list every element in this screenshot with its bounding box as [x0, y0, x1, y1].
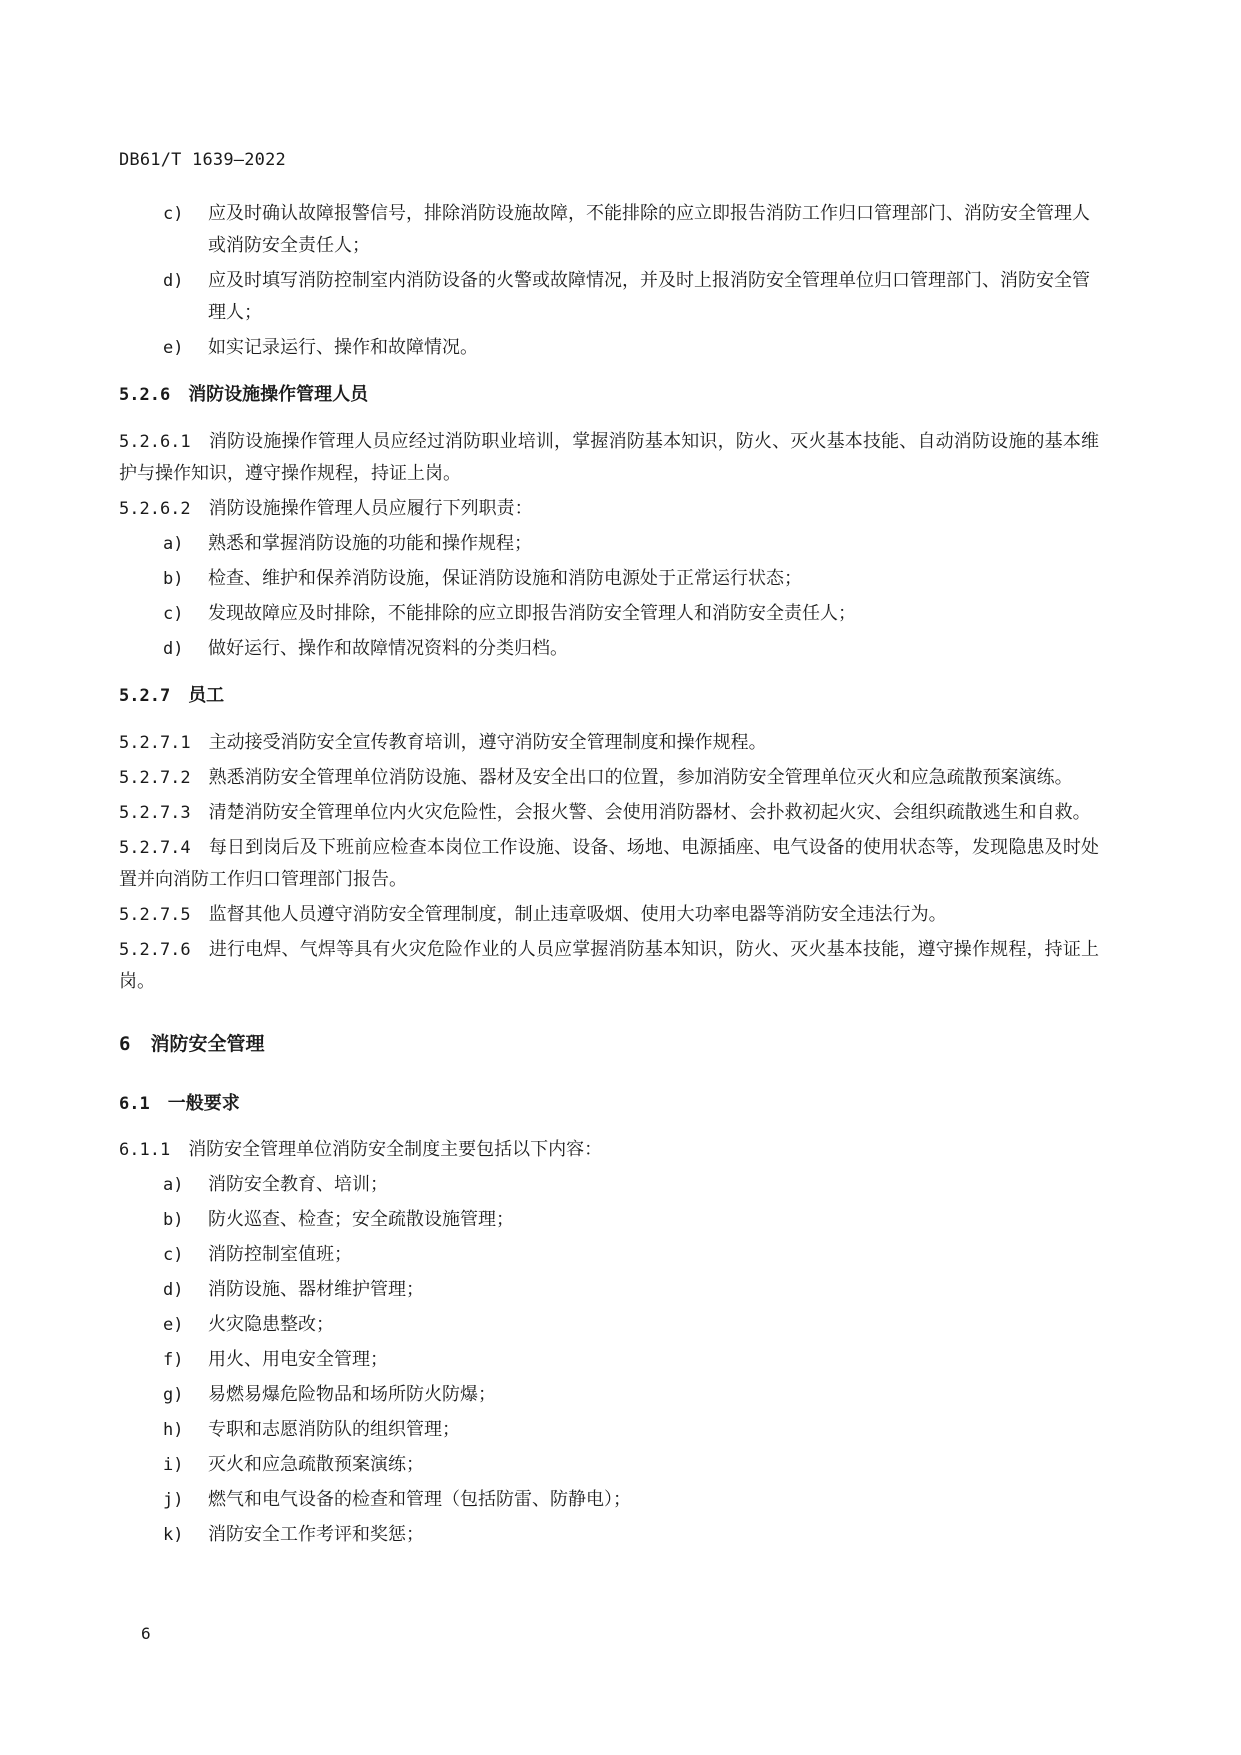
section-number: 6.1 [119, 1094, 150, 1114]
clause-text: 熟悉消防安全管理单位消防设施、器材及安全出口的位置，参加消防安全管理单位灭火和应急疏散预案演练。 [208, 767, 1073, 788]
list-item-text: 专职和志愿消防队的组织管理； [208, 1419, 460, 1440]
list-item [119, 1169, 1099, 1201]
clause-text: 消防设施操作管理人员应履行下列职责： [208, 498, 533, 519]
clause-5-2-7-3 [119, 797, 1099, 829]
clause-number: 5.2.7.3 [119, 803, 191, 823]
section-title: 员工 [188, 685, 225, 706]
list-item [119, 198, 1099, 262]
list-marker: d) [163, 271, 184, 291]
section-heading-5-2-6 [119, 379, 1099, 411]
list-marker: f) [163, 1350, 184, 1370]
section-heading-6-1 [119, 1088, 1099, 1120]
list-item-text: 灭火和应急疏散预案演练； [208, 1454, 424, 1475]
list-item-text: 消防控制室值班； [208, 1244, 352, 1265]
list-item-text: 应及时确认故障报警信号，排除消防设施故障，不能排除的应立即报告消防工作归口管理部门、消防安全管理人或消防安全责任人； [208, 203, 1090, 256]
list-item [119, 332, 1099, 364]
list-item [119, 563, 1099, 595]
list-item [119, 1274, 1099, 1306]
clause-number: 5.2.6.1 [119, 432, 191, 452]
list-item [119, 1204, 1099, 1236]
list-item-text: 易燃易爆危险物品和场所防火防爆； [208, 1384, 496, 1405]
list-item-text: 应及时填写消防控制室内消防设备的火警或故障情况，并及时上报消防安全管理单位归口管理部门、消防安全管理人； [208, 270, 1090, 323]
list-marker: c) [163, 204, 184, 224]
list-item [119, 1344, 1099, 1376]
list-marker: j) [163, 1490, 184, 1510]
list-marker: b) [163, 569, 184, 589]
clause-number: 5.2.6.2 [119, 499, 191, 519]
list-item-text: 检查、维护和保养消防设施，保证消防设施和消防电源处于正常运行状态； [208, 568, 802, 589]
clause-number: 5.2.7.4 [119, 838, 191, 858]
page-content [119, 198, 1099, 1554]
document-code-header: DB61/T 1639—2022 [119, 150, 286, 170]
list-item [119, 598, 1099, 630]
list-marker: a) [163, 1175, 184, 1195]
clause-5-2-7-2 [119, 762, 1099, 794]
clause-6-1-1 [119, 1134, 1099, 1166]
clause-number: 6.1.1 [119, 1140, 171, 1160]
page-number: 6 [141, 1624, 151, 1643]
list-item-text: 消防安全工作考评和奖惩； [208, 1524, 424, 1545]
list-item [119, 1309, 1099, 1341]
chapter-heading-6 [119, 1028, 1099, 1060]
clause-text: 清楚消防安全管理单位内火灾危险性，会报火警、会使用消防器材、会扑救初起火灾、会组织疏散逃生和自救。 [208, 802, 1091, 823]
list-item-text: 消防设施、器材维护管理； [208, 1279, 424, 1300]
list-item-text: 火灾隐患整改； [208, 1314, 334, 1335]
list-marker: i) [163, 1455, 184, 1475]
list-item-text: 熟悉和掌握消防设施的功能和操作规程； [208, 533, 532, 554]
list-item [119, 528, 1099, 560]
clause-text: 进行电焊、气焊等具有火灾危险作业的人员应掌握消防基本知识，防火、灭火基本技能，遵守操作规程，持证上岗。 [119, 939, 1099, 992]
list-item [119, 1239, 1099, 1271]
clause-number: 5.2.7.1 [119, 733, 191, 753]
list-marker: d) [163, 639, 184, 659]
clause-5-2-7-4 [119, 832, 1099, 896]
list-marker: b) [163, 1210, 184, 1230]
section-heading-5-2-7 [119, 680, 1099, 712]
list-item-text: 消防安全教育、培训； [208, 1174, 388, 1195]
clause-number: 5.2.7.5 [119, 905, 191, 925]
list-item [119, 1379, 1099, 1411]
list-item-text: 防火巡查、检查；安全疏散设施管理； [208, 1209, 514, 1230]
clause-number: 5.2.7.6 [119, 940, 191, 960]
list-item [119, 633, 1099, 665]
list-item-text: 做好运行、操作和故障情况资料的分类归档。 [208, 638, 568, 659]
list-item-text: 燃气和电气设备的检查和管理（包括防雷、防静电）； [208, 1489, 631, 1510]
list-item-text: 用火、用电安全管理； [208, 1349, 388, 1370]
clause-text: 主动接受消防安全宣传教育培训，遵守消防安全管理制度和操作规程。 [208, 732, 767, 753]
list-item [119, 1414, 1099, 1446]
list-item-text: 如实记录运行、操作和故障情况。 [208, 337, 478, 358]
section-title: 消防设施操作管理人员 [188, 384, 369, 405]
list-item [119, 265, 1099, 329]
list-item-text: 发现故障应及时排除，不能排除的应立即报告消防安全管理人和消防安全责任人； [208, 603, 856, 624]
list-marker: a) [163, 534, 184, 554]
list-marker: c) [163, 1245, 184, 1265]
clause-5-2-7-6 [119, 934, 1099, 998]
list-marker: d) [163, 1280, 184, 1300]
section-number: 5.2.7 [119, 686, 171, 706]
list-marker: k) [163, 1525, 184, 1545]
clause-5-2-6-1 [119, 426, 1099, 490]
clause-text: 每日到岗后及下班前应检查本岗位工作设施、设备、场地、电源插座、电气设备的使用状态等，发现隐患及时处置并向消防工作归口管理部门报告。 [119, 837, 1099, 890]
clause-5-2-7-5 [119, 899, 1099, 931]
clause-text: 监督其他人员遵守消防安全管理制度，制止违章吸烟、使用大功率电器等消防安全违法行为。 [208, 904, 947, 925]
list-marker: c) [163, 604, 184, 624]
chapter-title: 消防安全管理 [150, 1033, 265, 1055]
clause-text: 消防设施操作管理人员应经过消防职业培训，掌握消防基本知识，防火、灭火基本技能、自动消防设施的基本维护与操作知识，遵守操作规程，持证上岗。 [119, 431, 1099, 484]
list-marker: e) [163, 1315, 184, 1335]
chapter-number: 6 [119, 1033, 131, 1055]
list-marker: g) [163, 1385, 184, 1405]
clause-5-2-6-2 [119, 493, 1099, 525]
list-item [119, 1519, 1099, 1551]
list-marker: e) [163, 338, 184, 358]
list-item [119, 1449, 1099, 1481]
section-number: 5.2.6 [119, 385, 171, 405]
clause-5-2-7-1 [119, 727, 1099, 759]
section-title: 一般要求 [167, 1093, 240, 1114]
list-item [119, 1484, 1099, 1516]
clause-text: 消防安全管理单位消防安全制度主要包括以下内容： [188, 1139, 603, 1160]
list-marker: h) [163, 1420, 184, 1440]
clause-number: 5.2.7.2 [119, 768, 191, 788]
